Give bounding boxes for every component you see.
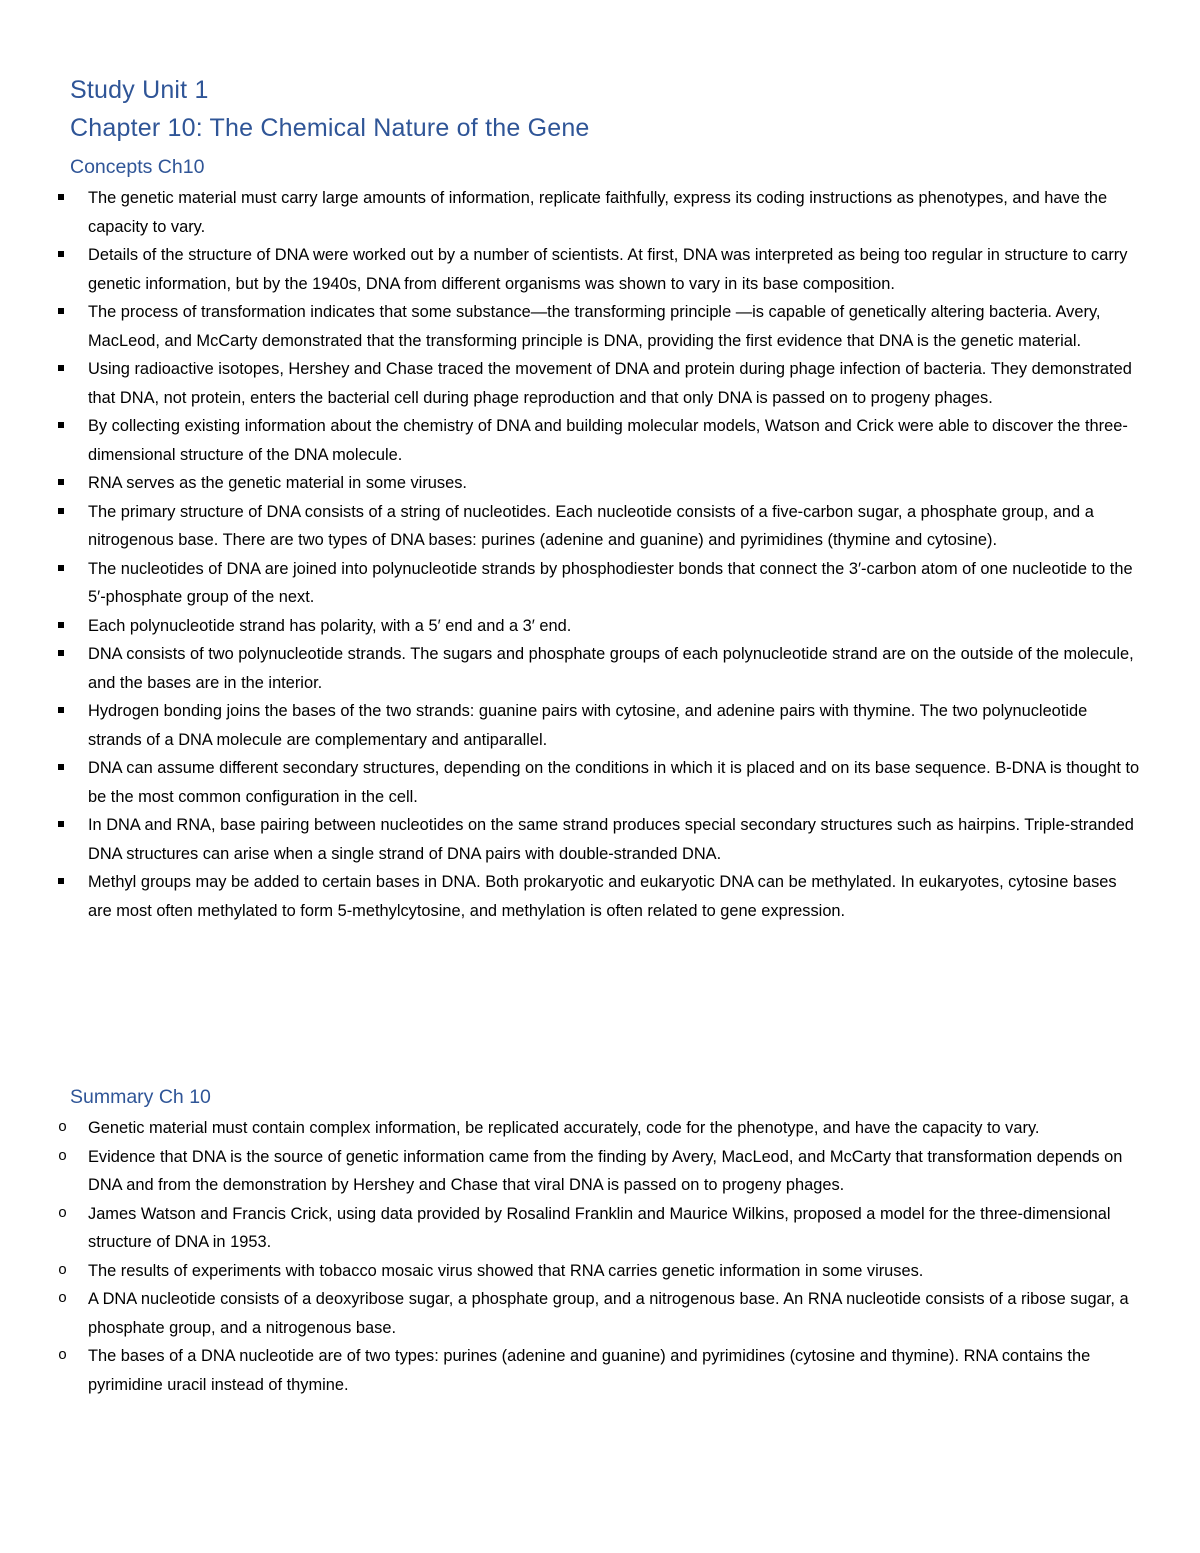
summary-item [0,1200,1200,1257]
summary-text: Evidence that DNA is the source of genetic information came from the finding by Avery, MacLeod, and McCarty that transformation depends on DNA and from the demonstration by Hershey and Chase that viral DNA is passed on to progeny phages. [88,1147,1123,1194]
concept-text: Hydrogen bonding joins the bases of the two strands: guanine pairs with cytosine, and adenine pairs with thymine. The two polynucleotide strands of a DNA molecule are complementary and antiparallel. [88,702,1088,749]
summary-item [0,1342,1200,1399]
concepts-list [0,184,1200,925]
circle-bullet-icon: o [58,1261,68,1279]
concept-text: Details of the structure of DNA were worked out by a number of scientists. At first, DNA was interpreted as being too regular in structure to carry genetic information, but by the 1940s, DNA from different organisms was shown to vary in its base composition. [88,246,1128,293]
summary-list [0,1114,1200,1399]
concept-text: DNA consists of two polynucleotide strands. The sugars and phosphate groups of each polynucleotide strand are on the outside of the molecule, and the bases are in the interior. [88,645,1134,692]
concept-item [0,412,1200,469]
concept-item [0,612,1200,641]
square-bullet-icon [58,355,64,384]
concept-item [0,868,1200,925]
concept-item [0,298,1200,355]
concept-item [0,355,1200,412]
summary-text: The bases of a DNA nucleotide are of two types: purines (adenine and guanine) and pyrimidines (cytosine and thymine). RNA contains the pyrimidine uracil instead of thymine. [88,1347,1091,1394]
concept-text: The process of transformation indicates that some substance—the transforming principle —is capable of genetically altering bacteria. Avery, MacLeod, and McCarty demonstrated that the transforming principle is DNA, providing the first evidence that DNA is the genetic material. [88,303,1101,350]
concept-text: Methyl groups may be added to certain bases in DNA. Both prokaryotic and eukaryotic DNA can be methylated. In eukaryotes, cytosine bases are most often methylated to form 5-methylcytosine, and methylation is often related to gene expression. [88,873,1117,920]
concept-item [0,555,1200,612]
concept-text: By collecting existing information about the chemistry of DNA and building molecular models, Watson and Crick were able to discover the three-dimensional structure of the DNA molecule. [88,417,1128,464]
concept-item [0,697,1200,754]
concept-item [0,640,1200,697]
square-bullet-icon [58,412,64,441]
summary-text: The results of experiments with tobacco mosaic virus showed that RNA carries genetic information in some viruses. [88,1261,924,1280]
summary-text: James Watson and Francis Crick, using data provided by Rosalind Franklin and Maurice Wilkins, proposed a model for the three-dimensional structure of DNA in 1953. [88,1204,1111,1251]
square-bullet-icon [58,498,64,527]
square-bullet-icon [58,640,64,669]
concept-text: The nucleotides of DNA are joined into polynucleotide strands by phosphodiester bonds that connect the 3′-carbon atom of one nucleotide to the 5′-phosphate group of the next. [88,559,1133,606]
summary-item [0,1285,1200,1342]
summary-text: Genetic material must contain complex information, be replicated accurately, code for the phenotype, and have the capacity to vary. [88,1119,1040,1137]
square-bullet-icon [58,298,64,327]
chapter-title: Chapter 10: The Chemical Nature of the Gene [70,114,590,142]
square-bullet-icon [58,241,64,270]
square-bullet-icon [58,754,64,783]
square-bullet-icon [58,184,64,213]
concept-item [0,754,1200,811]
concept-item [0,498,1200,555]
summary-item [0,1114,1200,1143]
summary-text: A DNA nucleotide consists of a deoxyribose sugar, a phosphate group, and a nitrogenous base. An RNA nucleotide consists of a ribose sugar, a phosphate group, and a nitrogenous base. [88,1290,1129,1337]
concept-text: In DNA and RNA, base pairing between nucleotides on the same strand produces special secondary structures such as hairpins. Triple-stranded DNA structures can arise when a single strand of DNA pairs with double-stranded DNA. [88,816,1134,863]
circle-bullet-icon: o [58,1290,68,1307]
concept-text: The genetic material must carry large amounts of information, replicate faithfully, express its coding instructions as phenotypes, and have the capacity to vary. [88,189,1108,236]
concepts-heading: Concepts Ch10 [70,156,205,178]
concept-text: Each polynucleotide strand has polarity, with a 5′ end and a 3′ end. [88,616,572,635]
concept-text: RNA serves as the genetic material in some viruses. [88,474,467,492]
concept-text: Using radioactive isotopes, Hershey and Chase traced the movement of DNA and protein during phage infection of bacteria. They demonstrated that DNA, not protein, enters the bacterial cell during phage reproduction and that only DNA is passed on to progeny phages. [88,360,1132,407]
circle-bullet-icon: o [58,1119,68,1136]
square-bullet-icon [58,868,64,897]
summary-item [0,1143,1200,1200]
circle-bullet-icon: o [58,1347,68,1364]
square-bullet-icon [58,612,64,641]
concept-item [0,241,1200,298]
square-bullet-icon [58,469,64,498]
concept-text: The primary structure of DNA consists of a string of nucleotides. Each nucleotide consists of a five-carbon sugar, a phosphate group, and a nitrogenous base. There are two types of DNA bases: purines (adenine and guanine) and pyrimidines (thymine and cytosine). [88,502,1094,549]
circle-bullet-icon: o [58,1204,68,1222]
concept-item [0,184,1200,241]
circle-bullet-icon: o [58,1147,68,1165]
summary-item [0,1257,1200,1286]
concept-item [0,469,1200,498]
square-bullet-icon [58,555,64,584]
square-bullet-icon [58,811,64,840]
square-bullet-icon [58,697,64,726]
concept-item [0,811,1200,868]
document-title: Study Unit 1 [70,76,209,104]
concept-text: DNA can assume different secondary structures, depending on the conditions in which it is placed and on its base sequence. B-DNA is thought to be the most common configuration in the cell. [88,759,1140,806]
summary-heading: Summary Ch 10 [70,1086,211,1108]
